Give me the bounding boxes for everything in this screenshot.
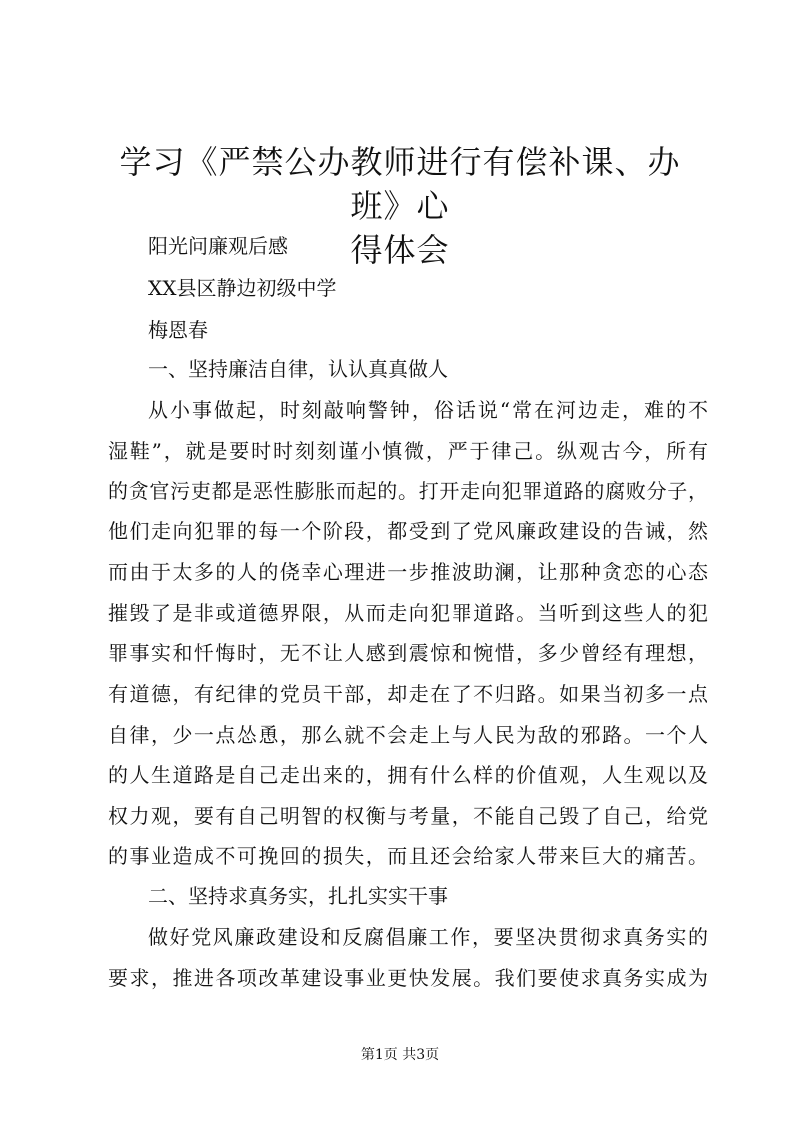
paragraph-1-line: 自律，少一点怂恿，那么就不会走上与人民为敌的邪路。一个人 <box>108 723 708 747</box>
paragraph-1-line: 从小事做起，时刻敲响警钟，俗话说“常在河边走，难的不 <box>148 398 708 422</box>
page-footer: 第1页 共3页 <box>360 1047 440 1063</box>
paragraph-2-line: 要求，推进各项改革建设事业更快发展。我们要使求真务实成为 <box>108 966 708 990</box>
paragraph-1-line: 的人生道路是自己走出来的，拥有什么样的价值观，人生观以及 <box>108 763 708 787</box>
paragraph-1-line: 摧毁了是非或道德界限，从而走向犯罪道路。当听到这些人的犯 <box>108 601 708 625</box>
paragraph-1-line: 的贪官污吏都是恶性膨胀而起的。打开走向犯罪道路的腐败分子， <box>108 479 708 503</box>
paragraph-1-line: 权力观，要有自己明智的权衡与考量，不能自己毁了自己，给党 <box>108 804 708 828</box>
author-name: 梅恩春 <box>148 318 208 342</box>
section-heading-1: 一、坚持廉洁自律，认认真真做人 <box>148 357 448 381</box>
section-heading-2: 二、坚持求真务实，扎扎实实干事 <box>148 884 448 908</box>
title-line-2: 得体会 <box>350 231 450 269</box>
paragraph-1-line: 而由于太多的人的侥幸心理进一步推波助澜，让那种贪恋的心态 <box>108 560 708 584</box>
paragraph-1-line: 的事业造成不可挽回的损失，而且还会给家人带来巨大的痛苦。 <box>108 844 708 868</box>
title-line-1: 学习《严禁公办教师进行有偿补课、办班》心 <box>119 143 681 225</box>
paragraph-1-line: 罪事实和忏悔时，无不让人感到震惊和惋惜，多少曾经有理想， <box>108 641 708 665</box>
paragraph-1-line: 有道德，有纪律的党员干部，却走在了不归路。如果当初多一点 <box>108 682 708 706</box>
paragraph-1-line: 他们走向犯罪的每一个阶段，都受到了党风廉政建设的告诫，然 <box>108 519 708 543</box>
school-name: XX县区静边初级中学 <box>148 276 337 300</box>
paragraph-2-line: 做好党风廉政建设和反腐倡廉工作，要坚决贯彻求真务实的 <box>148 925 708 949</box>
paragraph-1-line: 湿鞋”，就是要时时刻刻谨小慎微，严于律己。纵观古今，所有 <box>108 439 708 463</box>
subtitle: 阳光问廉观后感 <box>148 234 288 258</box>
